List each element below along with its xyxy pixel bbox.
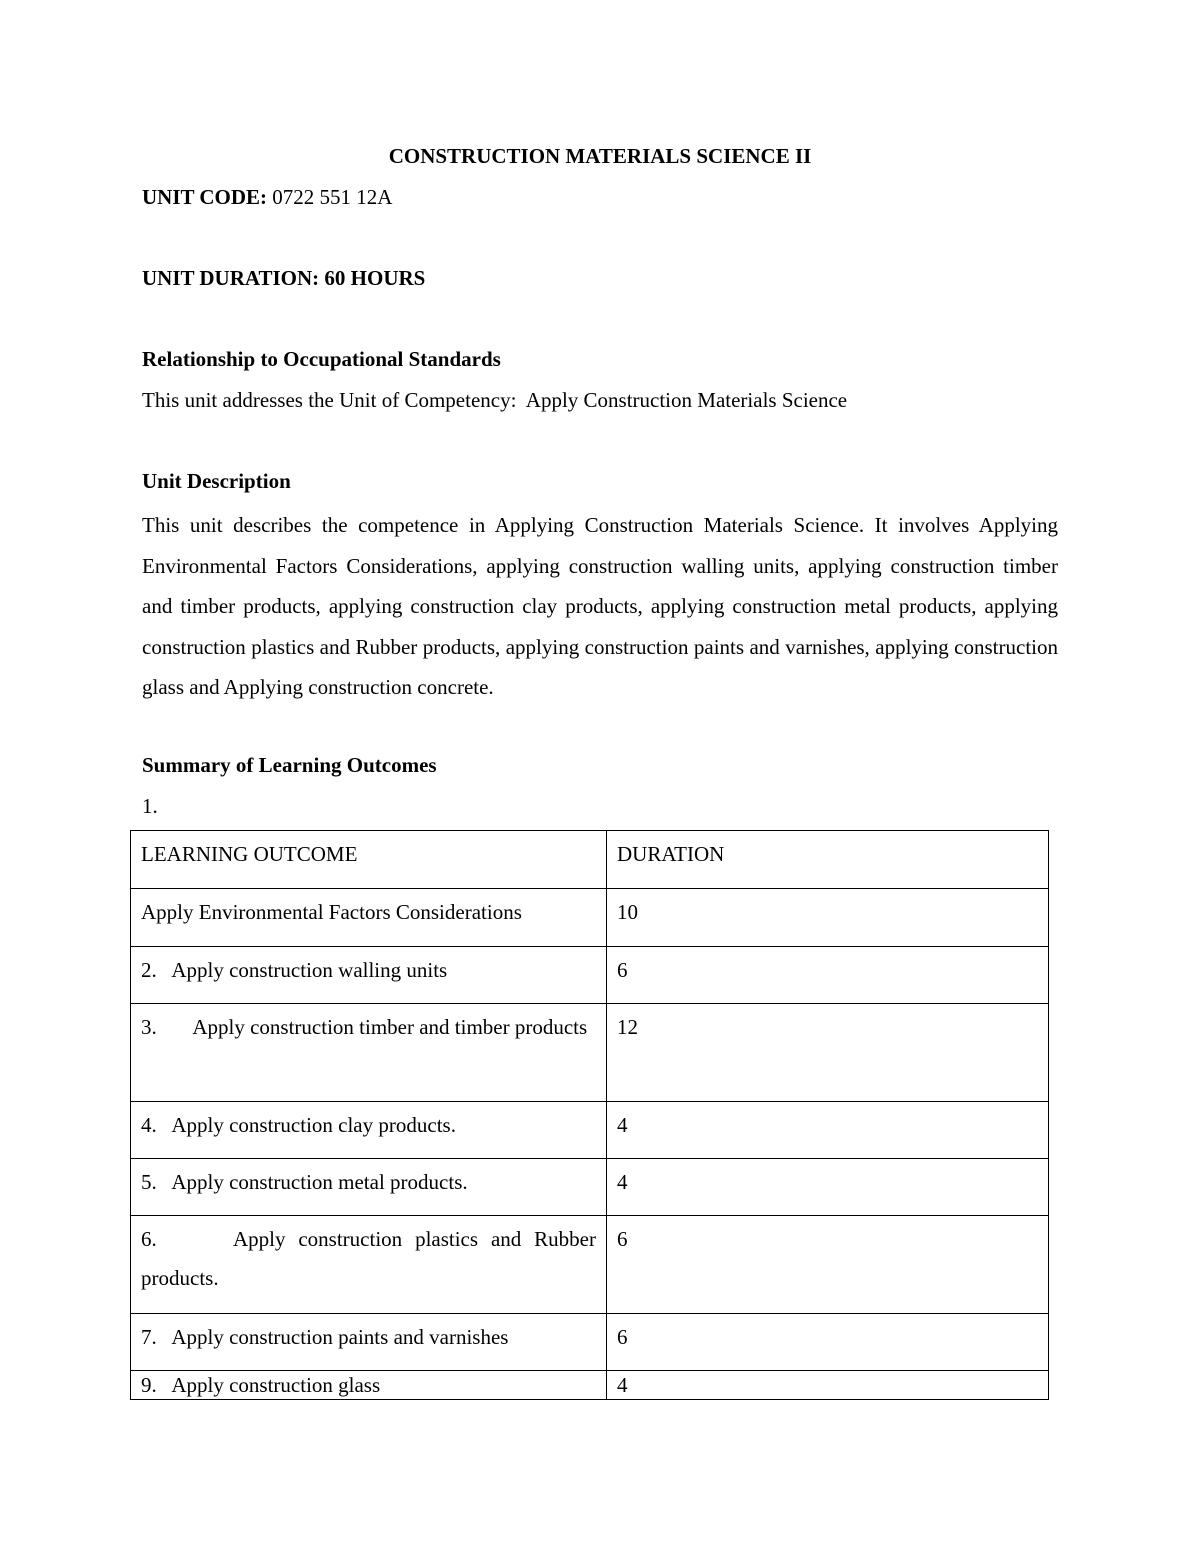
- summary-heading: Summary of Learning Outcomes: [142, 753, 437, 777]
- table-row: [131, 1102, 1049, 1159]
- duration-cell: 10: [607, 889, 1049, 947]
- description-heading: Unit Description: [142, 469, 291, 493]
- outcome-cell: 9. Apply construction glass: [131, 1371, 607, 1400]
- learning-outcomes-table: [130, 830, 1049, 1400]
- outcome-cell: 2. Apply construction walling units: [131, 947, 607, 1004]
- relationship-text: This unit addresses the Unit of Competency: Apply Construction Materials Science: [142, 388, 848, 412]
- outcome-cell: 5. Apply construction metal products.: [131, 1159, 607, 1216]
- outcome-cell: 4. Apply construction clay products.: [131, 1102, 607, 1159]
- list-marker: 1.: [142, 794, 158, 818]
- duration-cell: 6: [607, 947, 1049, 1004]
- duration-cell: 6: [607, 1314, 1049, 1371]
- outcome-cell: Apply Environmental Factors Considerations: [131, 889, 607, 947]
- table-row: [131, 947, 1049, 1004]
- outcome-cell: 3. Apply construction timber and timber products: [131, 1004, 607, 1102]
- duration-cell: 12: [607, 1004, 1049, 1102]
- unit-code-label: UNIT CODE:: [142, 185, 268, 209]
- header-duration: DURATION: [607, 831, 1049, 889]
- unit-code-value: 0722 551 12A: [267, 185, 393, 209]
- unit-duration: UNIT DURATION: 60 HOURS: [142, 266, 426, 290]
- table-row: [131, 889, 1049, 947]
- duration-cell: 4: [607, 1371, 1049, 1400]
- outcome-cell: 7. Apply construction paints and varnishes: [131, 1314, 607, 1371]
- outcome-cell: 6. Apply construction plastics and Rubber products.: [131, 1216, 607, 1314]
- document-title: CONSTRUCTION MATERIALS SCIENCE II: [388, 144, 812, 168]
- table-row: [131, 1314, 1049, 1371]
- unit-code: [142, 183, 392, 211]
- duration-cell: 4: [607, 1102, 1049, 1159]
- table-row: [131, 1159, 1049, 1216]
- table-row: [131, 1371, 1049, 1400]
- duration-cell: 6: [607, 1216, 1049, 1314]
- description-text: This unit describes the competence in Applying Construction Materials Science. It involves Applying Environmental Factors Considerations, applying construction walling units, applying construction timber and timber products, applying construction clay products, applying construction metal products, applying construction plastics and Rubber products, applying construction paints and varnishes, applying construction glass and Applying construction concrete.: [142, 513, 1058, 700]
- header-learning-outcome: LEARNING OUTCOME: [131, 831, 607, 889]
- duration-cell: 4: [607, 1159, 1049, 1216]
- table-row: [131, 1004, 1049, 1102]
- table-row: [131, 1216, 1049, 1314]
- table-header-row: [131, 831, 1049, 889]
- relationship-heading: Relationship to Occupational Standards: [142, 347, 501, 371]
